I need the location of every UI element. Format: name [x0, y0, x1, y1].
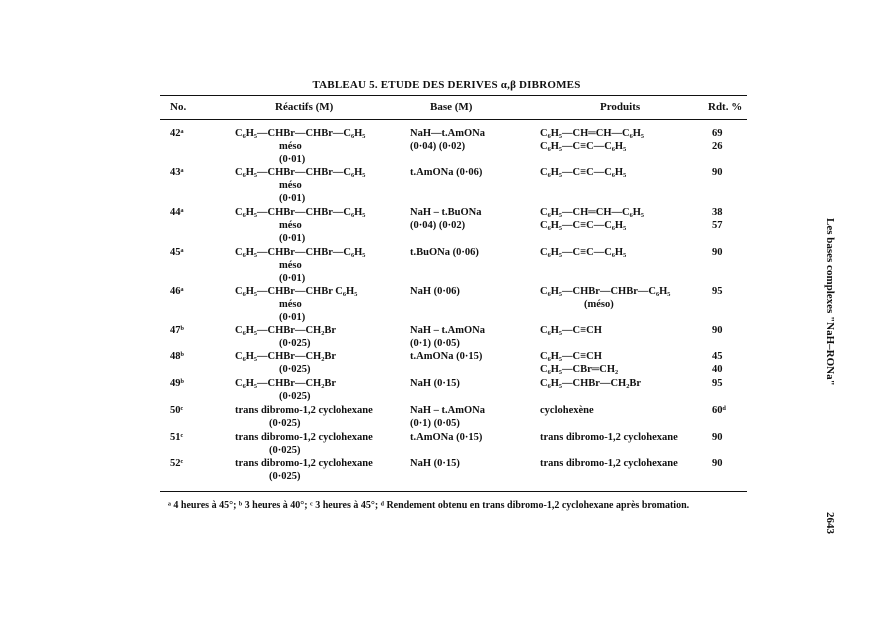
header-base: Base (M)	[430, 101, 473, 113]
reactifs-cell	[235, 166, 365, 205]
rdt-cell	[712, 166, 723, 179]
base-cell	[410, 285, 460, 298]
reactifs-cell-line: (0·01)	[279, 154, 306, 165]
rdt-cell	[712, 377, 723, 390]
base-cell-line: NaH—t.AmONa	[410, 128, 485, 139]
page-number: 2643	[824, 512, 836, 534]
rdt-cell	[712, 127, 723, 153]
rdt-cell-line: 45	[712, 351, 723, 362]
header-produits: Produits	[600, 101, 641, 113]
reactifs-cell-line: (0·01)	[279, 312, 306, 323]
base-cell	[410, 246, 479, 259]
base-cell	[410, 377, 460, 390]
produits-cell-line: C₆H₅—CHBr—CHBr—C₆H₅	[540, 286, 671, 297]
rdt-cell	[712, 246, 723, 259]
produits-cell	[540, 206, 644, 232]
row-number: 45ᵃ	[170, 247, 184, 258]
reactifs-cell	[235, 127, 365, 166]
reactifs-cell	[235, 377, 336, 403]
rdt-cell-line: 90	[712, 458, 723, 469]
reactifs-cell-line: trans dibromo-1,2 cyclohexane	[235, 405, 373, 416]
reactifs-cell-line: méso	[279, 141, 302, 152]
base-cell	[410, 350, 482, 363]
produits-cell-line: C₆H₅—C≡C—C₆H₅	[540, 220, 627, 231]
reactifs-cell	[235, 350, 336, 376]
reactifs-cell-line: C₆H₅—CHBr—CHBr—C₆H₅	[235, 128, 366, 139]
rdt-cell-line: 26	[712, 141, 723, 152]
produits-cell-line: trans dibromo-1,2 cyclohexane	[540, 432, 678, 443]
reactifs-cell-line: (0·025)	[279, 364, 311, 375]
base-cell-line: t.AmONa (0·15)	[410, 432, 483, 443]
header-no: No.	[170, 101, 187, 113]
reactifs-cell-line: méso	[279, 220, 302, 231]
base-cell-line: (0·1) (0·05)	[410, 338, 460, 349]
produits-cell-line: C₆H₅—C≡C—C₆H₅	[540, 167, 627, 178]
reactifs-cell-line: (0·01)	[279, 193, 306, 204]
produits-cell-line: C₆H₅—C≡C—C₆H₅	[540, 141, 627, 152]
base-cell-line: NaH (0·15)	[410, 458, 460, 469]
top-rule	[160, 95, 747, 96]
base-cell	[410, 431, 482, 444]
produits-cell	[540, 166, 626, 179]
base-cell-line: t.BuONa (0·06)	[410, 247, 479, 258]
row-number: 47ᵇ	[170, 325, 184, 336]
row-number: 42ᵃ	[170, 128, 184, 139]
reactifs-cell-line: (0·025)	[279, 391, 311, 402]
produits-cell	[540, 404, 594, 417]
reactifs-cell-line: C₆H₅—CHBr—CH₂Br	[235, 325, 337, 336]
base-cell-line: t.AmONa (0·06)	[410, 167, 483, 178]
produits-cell-line: C₆H₅—CH═CH—C₆H₅	[540, 207, 645, 218]
produits-cell	[540, 377, 641, 390]
reactifs-cell-line: méso	[279, 299, 302, 310]
row-number: 50ᶜ	[170, 405, 184, 416]
produits-cell-line: (méso)	[584, 299, 614, 310]
reactifs-cell	[235, 285, 357, 324]
rdt-cell-line: 95	[712, 378, 723, 389]
base-cell-line: t.AmONa (0·15)	[410, 351, 483, 362]
produits-cell-line: C₆H₅—CBr═CH₂	[540, 364, 619, 375]
reactifs-cell-line: C₆H₅—CHBr—CHBr—C₆H₅	[235, 207, 366, 218]
reactifs-cell-line: C₆H₅—CHBr—CH₂Br	[235, 378, 337, 389]
header-rule	[160, 119, 747, 120]
reactifs-cell-line: (0·025)	[269, 418, 301, 429]
row-number: 51ᶜ	[170, 432, 184, 443]
base-cell	[410, 127, 485, 153]
rdt-cell	[712, 324, 723, 337]
base-cell-line: NaH (0·06)	[410, 286, 460, 297]
base-cell-line: (0·04) (0·02)	[410, 141, 466, 152]
produits-cell	[540, 246, 626, 259]
rdt-cell	[712, 431, 723, 444]
base-cell	[410, 166, 482, 179]
produits-cell-line: C₆H₅—CHBr—CH₂Br	[540, 378, 642, 389]
base-cell-line: (0·04) (0·02)	[410, 220, 466, 231]
reactifs-cell-line: méso	[279, 260, 302, 271]
rdt-cell-line: 90	[712, 167, 723, 178]
base-cell	[410, 206, 481, 232]
reactifs-cell-line: C₆H₅—CHBr—CHBr—C₆H₅	[235, 247, 366, 258]
reactifs-cell-line: méso	[279, 180, 302, 191]
base-cell	[410, 404, 485, 430]
produits-cell	[540, 324, 602, 337]
reactifs-cell	[235, 457, 373, 483]
reactifs-cell	[235, 324, 336, 350]
table-footnote: ᵃ 4 heures à 45°; ᵇ 3 heures à 40°; ᶜ 3 heures à 45°; ᵈ Rendement obtenu en trans dibromo-1,2 cyclohexane après bromation.	[168, 500, 690, 511]
produits-cell-line: C₆H₅—C≡C—C₆H₅	[540, 247, 627, 258]
running-head: Les bases complexes "NaH–RONa"	[824, 218, 836, 386]
rdt-cell	[712, 404, 726, 417]
produits-cell	[540, 457, 678, 470]
produits-cell-line: C₆H₅—CH═CH—C₆H₅	[540, 128, 645, 139]
reactifs-cell	[235, 246, 365, 285]
base-cell-line: (0·1) (0·05)	[410, 418, 460, 429]
rdt-cell-line: 90	[712, 325, 723, 336]
reactifs-cell-line: trans dibromo-1,2 cyclohexane	[235, 432, 373, 443]
row-number: 46ᵃ	[170, 286, 184, 297]
produits-cell-line: trans dibromo-1,2 cyclohexane	[540, 458, 678, 469]
base-cell-line: NaH – t.AmONa	[410, 325, 485, 336]
rdt-cell-line: 69	[712, 128, 723, 139]
base-cell-line: NaH – t.AmONa	[410, 405, 485, 416]
rdt-cell-line: 57	[712, 220, 723, 231]
reactifs-cell-line: (0·01)	[279, 233, 306, 244]
produits-cell-line: cyclohexène	[540, 405, 594, 416]
reactifs-cell-line: (0·025)	[269, 445, 301, 456]
reactifs-cell-line: (0·025)	[269, 471, 301, 482]
rdt-cell-line: 60ᵈ	[712, 405, 726, 416]
rdt-cell	[712, 457, 723, 470]
reactifs-cell	[235, 206, 365, 245]
rdt-cell-line: 40	[712, 364, 723, 375]
header-rdt: Rdt. %	[708, 101, 743, 113]
header-reactifs: Réactifs (M)	[275, 101, 334, 113]
reactifs-cell-line: trans dibromo-1,2 cyclohexane	[235, 458, 373, 469]
produits-cell	[540, 431, 678, 444]
base-cell	[410, 457, 460, 470]
row-number: 48ᵇ	[170, 351, 184, 362]
row-number: 52ᶜ	[170, 458, 184, 469]
rdt-cell-line: 90	[712, 432, 723, 443]
row-number: 44ᵃ	[170, 207, 184, 218]
reactifs-cell	[235, 404, 373, 430]
rdt-cell	[712, 285, 723, 298]
base-cell-line: NaH (0·15)	[410, 378, 460, 389]
reactifs-cell-line: (0·025)	[279, 338, 311, 349]
rdt-cell-line: 38	[712, 207, 723, 218]
rdt-cell	[712, 206, 723, 232]
rdt-cell	[712, 350, 723, 376]
rdt-cell-line: 95	[712, 286, 723, 297]
reactifs-cell-line: C₆H₅—CHBr—CHBr—C₆H₅	[235, 167, 366, 178]
rdt-cell-line: 90	[712, 247, 723, 258]
base-cell-line: NaH – t.BuONa	[410, 207, 482, 218]
row-number: 49ᵇ	[170, 378, 184, 389]
base-cell	[410, 324, 485, 350]
row-number: 43ᵃ	[170, 167, 184, 178]
table-title: TABLEAU 5. ETUDE DES DERIVES α,β DIBROMES	[312, 79, 581, 91]
bottom-rule	[160, 491, 747, 492]
produits-cell	[540, 127, 644, 153]
produits-cell-line: C₆H₅—C≡CH	[540, 351, 602, 362]
produits-cell-line: C₆H₅—C≡CH	[540, 325, 602, 336]
produits-cell	[540, 285, 670, 311]
reactifs-cell-line: C₆H₅—CHBr—CH₂Br	[235, 351, 337, 362]
produits-cell	[540, 350, 618, 376]
reactifs-cell-line: (0·01)	[279, 273, 306, 284]
reactifs-cell	[235, 431, 373, 457]
reactifs-cell-line: C₆H₅—CHBr—CHBr C₆H₅	[235, 286, 358, 297]
